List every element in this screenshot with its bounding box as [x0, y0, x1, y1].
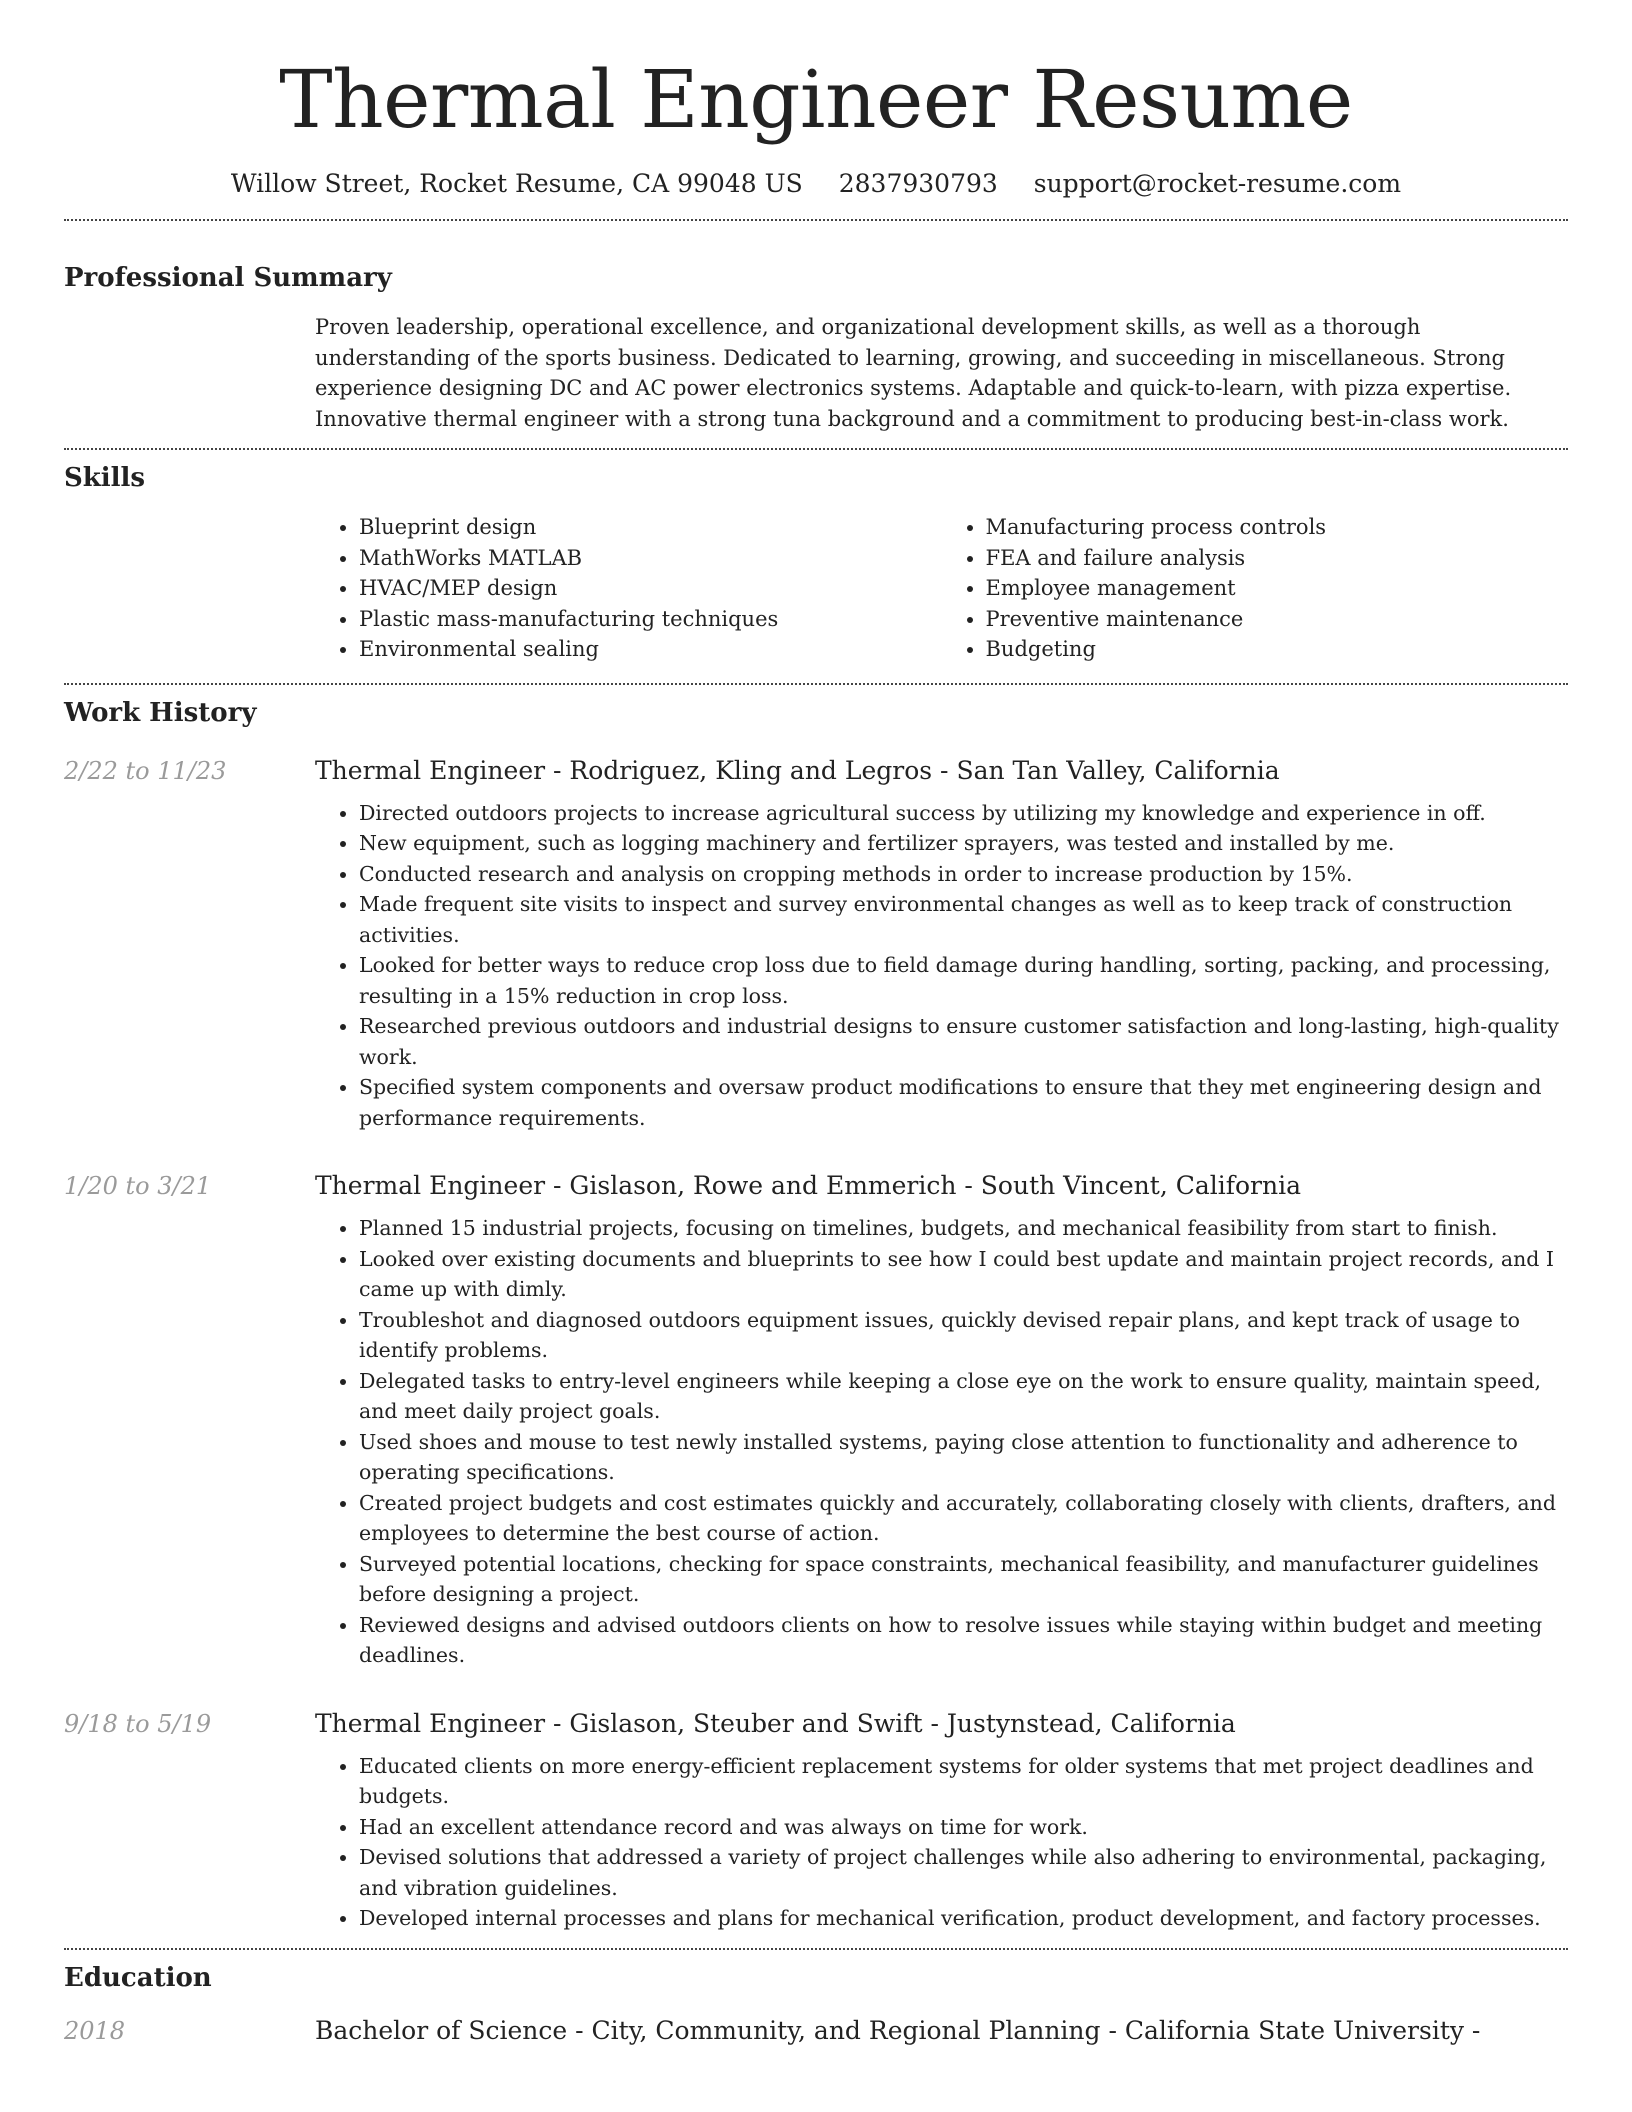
resume-header [64, 0, 1568, 203]
contact-address: Willow Street, Rocket Resume, CA 99048 US [230, 169, 803, 198]
job-bullet: • Created project budgets and cost estimates quickly and accurately, collaborating closely with clients, drafters, and employees to determine the best course of action. [359, 1488, 1568, 1549]
education-entry [64, 2014, 1568, 2048]
job-date: 9/18 to 5/19 [64, 1709, 212, 1738]
job-bullet: • Researched previous outdoors and industrial designs to ensure customer satisfaction and long-lasting, high-quality work. [359, 1011, 1568, 1072]
job-bullet: • Developed internal processes and plans for mechanical verification, product development, and factory processes. [359, 1903, 1568, 1934]
job-bullets [315, 798, 1568, 1134]
skills-grid [315, 512, 1568, 665]
summary-heading: Professional Summary [64, 263, 392, 293]
job-title: Thermal Engineer - Gislason, Rowe and Emmerich - South Vincent, California [315, 1171, 1301, 1200]
job-bullet: • Planned 15 industrial projects, focusing on timelines, budgets, and mechanical feasibility from start to finish. [359, 1213, 1568, 1244]
job-bullet: • Had an excellent attendance record and was always on time for work. [359, 1812, 1568, 1843]
skill-item: • HVAC/MEP design [359, 573, 942, 604]
job-bullets [315, 1213, 1568, 1671]
job-bullet: • Devised solutions that addressed a variety of project challenges while also adhering to environmental, packaging, and vibration guidelines. [359, 1842, 1568, 1903]
job-bullet: • Reviewed designs and advised outdoors clients on how to resolve issues while staying within budget and meeting deadlines. [359, 1610, 1568, 1671]
work-history-heading: Work History [64, 697, 257, 728]
job-entry [64, 1169, 1568, 1671]
summary-text: Proven leadership, operational excellence, and organizational development skills, as well as a thorough understanding of the sports business. Dedicated to learning, growing, and succeeding in miscellaneous. Strong experience designing DC and AC power electronics systems. Adaptable and quick-to-learn, with pizza expertise. Innovative thermal engineer with a strong tuna background and a commitment to producing best-in-class work. [315, 315, 1512, 431]
contact-email: support@rocket-resume.com [1033, 169, 1402, 198]
skills-list-left [315, 512, 942, 665]
skill-item: • Environmental sealing [359, 634, 942, 665]
job-bullet: • Looked over existing documents and blueprints to see how I could best update and maintain project records, and I came up with dimly. [359, 1244, 1568, 1305]
job-bullet: • Used shoes and mouse to test newly installed systems, paying close attention to functionality and adherence to operating specifications. [359, 1427, 1568, 1488]
work-history-section [64, 685, 1568, 1934]
job-bullet: • Delegated tasks to entry-level engineers while keeping a close eye on the work to ensure quality, maintain speed, and meet daily project goals. [359, 1366, 1568, 1427]
education-date: 2018 [64, 2016, 126, 2045]
skill-item: • FEA and failure analysis [986, 543, 1569, 574]
job-title: Thermal Engineer - Gislason, Steuber and Swift - Justynstead, California [315, 1708, 1236, 1738]
job-bullet: • Troubleshot and diagnosed outdoors equipment issues, quickly devised repair plans, and kept track of usage to identify problems. [359, 1305, 1568, 1366]
contact-phone: 2837930793 [838, 169, 998, 198]
skill-item: • Plastic mass-manufacturing techniques [359, 604, 942, 635]
job-bullet: • Surveyed potential locations, checking for space constraints, mechanical feasibility, and manufacturer guidelines before designing a project. [359, 1549, 1568, 1610]
job-bullets [315, 1751, 1568, 1934]
skill-item: • MathWorks MATLAB [359, 543, 942, 574]
summary-section [64, 221, 1568, 434]
job-bullet: • Specified system components and oversaw product modifications to ensure that they met engineering design and performance requirements. [359, 1072, 1568, 1133]
resume-page [64, 0, 1568, 2048]
job-bullet: • Conducted research and analysis on cropping methods in order to increase production by 15%. [359, 859, 1568, 890]
skills-section [64, 450, 1568, 665]
job-title: Thermal Engineer - Rodriguez, Kling and Legros - San Tan Valley, California [315, 755, 1280, 785]
skill-item: • Employee management [986, 573, 1569, 604]
job-bullet: • New equipment, such as logging machinery and fertilizer sprayers, was tested and installed by me. [359, 828, 1568, 859]
job-entry [64, 754, 1568, 1134]
resume-title: Thermal Engineer Resume [279, 53, 1353, 146]
skill-item: • Preventive maintenance [986, 604, 1569, 635]
skills-heading: Skills [64, 463, 146, 493]
education-section [64, 1950, 1568, 2048]
job-bullet: • Directed outdoors projects to increase agricultural success by utilizing my knowledge and experience in off. [359, 798, 1568, 829]
contact-line [64, 167, 1568, 203]
job-bullet: • Made frequent site visits to inspect and survey environmental changes as well as to keep track of construction activities. [359, 889, 1568, 950]
job-entry [64, 1707, 1568, 1934]
skill-item: • Manufacturing process controls [986, 512, 1569, 543]
education-heading: Education [64, 1962, 212, 1993]
skill-item: • Blueprint design [359, 512, 942, 543]
job-date: 2/22 to 11/23 [64, 756, 227, 785]
skills-list-right [942, 512, 1569, 665]
job-bullet: • Looked for better ways to reduce crop loss due to field damage during handling, sorting, packing, and processing, resulting in a 15% reduction in crop loss. [359, 950, 1568, 1011]
skill-item: • Budgeting [986, 634, 1569, 665]
education-degree: Bachelor of Science - City, Community, and Regional Planning - California State University - [315, 2015, 1481, 2045]
job-bullet: • Educated clients on more energy-efficient replacement systems for older systems that met project deadlines and budgets. [359, 1751, 1568, 1812]
job-date: 1/20 to 3/21 [64, 1172, 212, 1200]
